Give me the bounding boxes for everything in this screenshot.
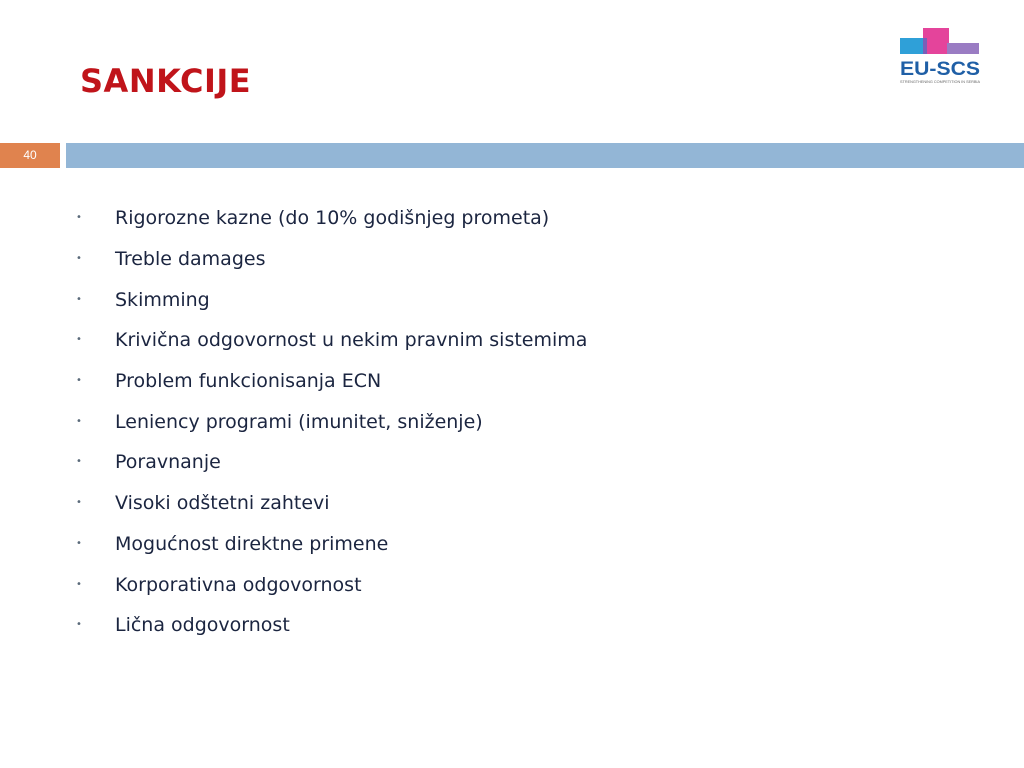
bullet-text: Krivična odgovornost u nekim pravnim sistemima [115, 329, 588, 352]
list-item [76, 320, 587, 361]
slide-title: SANKCIJE [80, 62, 252, 100]
list-item [76, 239, 587, 280]
bullet-text: Lična odgovornost [115, 614, 290, 637]
bullet-text: Poravnanje [115, 451, 221, 474]
eu-scs-logo [897, 26, 983, 90]
list-item [76, 279, 587, 320]
list-item [76, 401, 587, 442]
bullet-dot-icon: • [76, 456, 82, 468]
bullet-dot-icon: • [76, 578, 82, 590]
bullet-dot-icon: • [76, 497, 82, 509]
logo-purple-block [947, 43, 979, 54]
logo-tagline: STRENGTHENING COMPETITION IN SERBIA [900, 80, 981, 84]
logo-text: EU-SCS [900, 59, 980, 80]
bullet-text: Korporativna odgovornost [115, 573, 362, 596]
bullet-dot-icon: • [76, 375, 82, 387]
bullet-text: Leniency programi (imunitet, sniženje) [115, 410, 483, 433]
bullet-dot-icon: • [76, 619, 82, 631]
bullet-text: Treble damages [115, 248, 266, 271]
bullet-dot-icon: • [76, 293, 82, 305]
header-bar [66, 143, 1024, 168]
list-item [76, 524, 587, 565]
bullet-text: Problem funkcionisanja ECN [115, 370, 382, 393]
bullet-text: Rigorozne kazne (do 10% godišnjeg prometa) [115, 207, 550, 230]
bullet-dot-icon: • [76, 537, 82, 549]
bullet-list [76, 198, 587, 646]
bullet-text: Skimming [115, 288, 210, 311]
logo-overlap-block [923, 38, 927, 54]
list-item [76, 605, 587, 646]
list-item [76, 483, 587, 524]
bullet-dot-icon: • [76, 212, 82, 224]
bullet-text: Mogućnost direktne primene [115, 532, 389, 555]
list-item [76, 564, 587, 605]
bullet-dot-icon: • [76, 415, 82, 427]
bullet-text: Visoki odštetni zahtevi [115, 492, 330, 515]
list-item [76, 442, 587, 483]
bullet-dot-icon: • [76, 253, 82, 265]
list-item [76, 198, 587, 239]
bullet-dot-icon: • [76, 334, 82, 346]
slide-number: 40 [0, 143, 60, 168]
list-item [76, 361, 587, 402]
logo-blue-block [900, 38, 927, 54]
